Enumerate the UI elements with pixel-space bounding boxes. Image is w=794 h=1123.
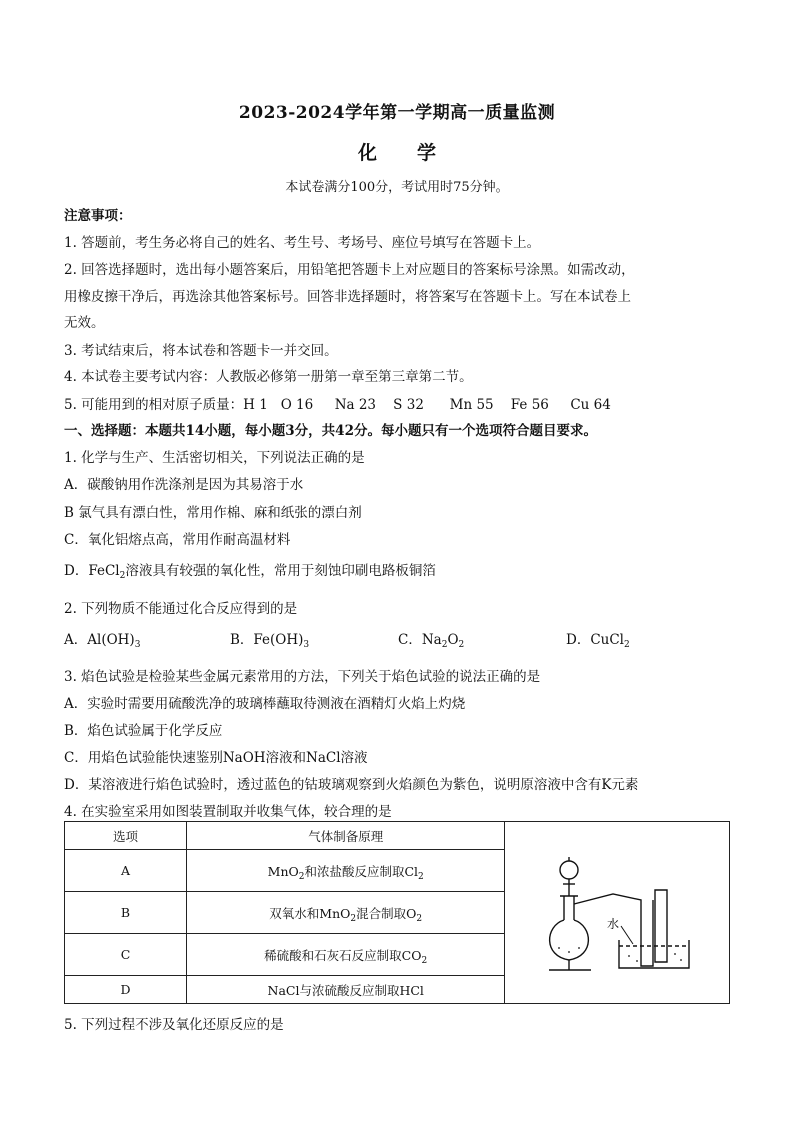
q4-row-b-option: B: [65, 892, 187, 934]
note-5: 5. 可能用到的相对原子质量：H 1 O 16 Na 23 S 32 Mn 55 Fe 56 Cu 64: [64, 397, 611, 413]
q4-row-a-option: A: [65, 850, 187, 892]
water-label: 水: [607, 916, 620, 931]
q4-row-a-principle: MnO$_2$和浓盐酸反应制取$Cl_2$: [187, 850, 505, 892]
notes-heading: 注意事项：: [64, 208, 132, 224]
note-1: 1. 答题前，考生务必将自己的姓名、考生号、考场号、座位号填写在答题卡上。: [64, 235, 541, 251]
q2-option-b: B．$Fe(OH)_3$: [230, 632, 310, 650]
note-2a: 2. 回答选择题时，选出每小题答案后，用铅笔把答题卡上对应题目的答案标号涂黑。如需改动，: [64, 262, 635, 278]
q4-table: [64, 821, 730, 1004]
exam-subject: 化学: [357, 142, 476, 164]
q1-option-b: B 氯气具有漂白性，常用作棉、麻和纸张的漂白剂: [64, 505, 362, 521]
gas-apparatus-diagram: [529, 848, 705, 978]
q3-stem: 3. 焰色试验是检验某些金属元素常用的方法，下列关于焰色试验的说法正确的是: [64, 669, 541, 685]
q4-row-c-option: C: [65, 934, 187, 976]
q1-stem: 1. 化学与生产、生活密切相关，下列说法正确的是: [64, 450, 365, 466]
q4-header-principle: 气体制备原理: [187, 822, 505, 850]
note-3: 3. 考试结束后，将本试卷和答题卡一并交回。: [64, 343, 338, 359]
q2-stem: 2. 下列物质不能通过化合反应得到的是: [64, 601, 298, 617]
q5-stem: 5. 下列过程不涉及氧化还原反应的是: [64, 1017, 284, 1033]
q3-option-b: B．焰色试验属于化学反应: [64, 723, 223, 739]
exam-title: 2023-2024学年第一学期高一质量监测: [238, 103, 556, 123]
q1-option-d: D．FeCl$_2$溶液具有较强的氧化性，常用于刻蚀印刷电路板铜箔: [64, 563, 436, 581]
q4-apparatus-cell: [505, 822, 730, 1004]
note-4: 4. 本试卷主要考试内容：人教版必修第一册第一章至第三章第二节。: [64, 369, 473, 385]
q2-option-d: D．CuCl$_2$: [566, 632, 630, 650]
q3-option-a: A．实验时需要用硫酸洗净的玻璃棒蘸取待测液在酒精灯火焰上灼烧: [64, 696, 466, 712]
q3-option-d: D．某溶液进行焰色试验时，透过蓝色的钴玻璃观察到火焰颜色为紫色，说明原溶液中含有K元素: [64, 777, 639, 793]
q1-option-a: A．碳酸钠用作洗涤剂是因为其易溶于水: [64, 477, 304, 493]
note-2c: 无效。: [64, 315, 105, 331]
q4-row-b-principle: 双氧水和MnO$_2$混合制取$O_2$: [187, 892, 505, 934]
q2-option-a: A．$Al(OH)_3$: [64, 632, 141, 650]
section-1-heading: 一、选择题：本题共14小题，每小题3分，共42分。每小题只有一个选项符合题目要求。: [64, 423, 597, 439]
q3-option-c: C．用焰色试验能快速鉴别NaOH溶液和NaCl溶液: [64, 750, 368, 766]
q4-row-c-principle: 稀硫酸和石灰石反应制取$CO_2$: [187, 934, 505, 976]
q1-option-c: C．氧化铝熔点高，常用作耐高温材料: [64, 532, 291, 548]
q4-header-option: 选项: [65, 822, 187, 850]
q4-stem: 4. 在实验室采用如图装置制取并收集气体，较合理的是: [64, 804, 392, 820]
exam-info: 本试卷满分100分，考试用时75分钟。: [285, 180, 509, 195]
q4-row-d-option: D: [65, 976, 187, 1004]
note-2b: 用橡皮擦干净后，再选涂其他答案标号。回答非选择题时，将答案写在答题卡上。写在本试卷上: [64, 289, 631, 305]
q4-row-d-principle: NaCl与浓硫酸反应制取HCl: [187, 976, 505, 1004]
q2-option-c: C．$Na_2O_2$: [398, 632, 465, 650]
